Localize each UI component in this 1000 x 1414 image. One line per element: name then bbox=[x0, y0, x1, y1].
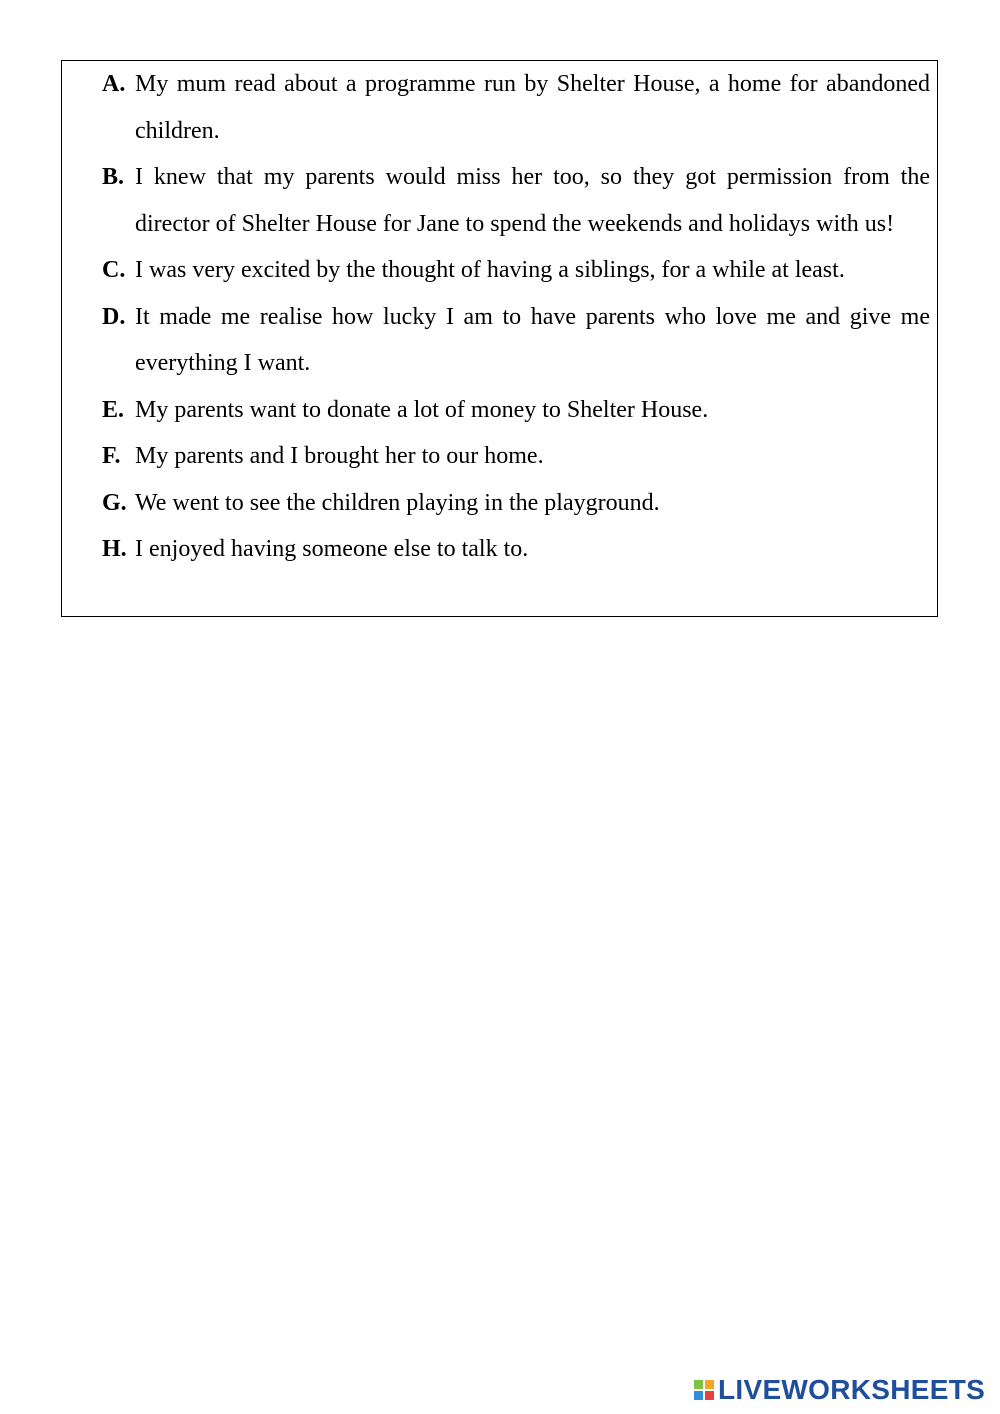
option-text: It made me realise how lucky I am to have parents who love me and give me everything I want. bbox=[135, 303, 930, 376]
logo-tile-green bbox=[694, 1380, 703, 1389]
options-box bbox=[61, 60, 938, 617]
option-letter: H. bbox=[102, 536, 127, 562]
option-letter: D. bbox=[102, 303, 126, 330]
option-b bbox=[102, 154, 930, 247]
logo-text: LIVEWORKSHEETS bbox=[718, 1374, 986, 1405]
liveworksheets-logo bbox=[694, 1374, 985, 1406]
option-h bbox=[102, 526, 930, 573]
option-text: We went to see the children playing in the playground. bbox=[135, 489, 660, 516]
logo-tile-blue bbox=[694, 1391, 703, 1400]
option-letter: E. bbox=[102, 396, 125, 423]
option-text: I was very excited by the thought of having a siblings, for a while at least. bbox=[135, 257, 845, 283]
option-d bbox=[102, 294, 930, 387]
option-letter: F. bbox=[102, 443, 121, 469]
option-a bbox=[102, 61, 930, 154]
option-letter: B. bbox=[102, 164, 125, 190]
logo-tile-red bbox=[705, 1391, 714, 1400]
logo-tile-orange bbox=[705, 1380, 714, 1389]
option-e bbox=[102, 387, 930, 434]
liveworksheets-logo-icon bbox=[694, 1380, 714, 1400]
option-letter: G. bbox=[102, 489, 127, 516]
option-text: I enjoyed having someone else to talk to. bbox=[135, 536, 529, 562]
options-list bbox=[102, 61, 930, 573]
option-text: My mum read about a programme run by Shelter House, a home for abandoned children. bbox=[135, 71, 930, 144]
option-c bbox=[102, 247, 930, 294]
option-letter: C. bbox=[102, 257, 126, 283]
option-g bbox=[102, 480, 930, 527]
option-text: My parents want to donate a lot of money to Shelter House. bbox=[135, 396, 709, 423]
option-text: My parents and I brought her to our home. bbox=[135, 443, 544, 469]
option-f bbox=[102, 433, 930, 480]
option-letter: A. bbox=[102, 71, 126, 97]
option-text: I knew that my parents would miss her too, so they got permission from the director of Shelter House for Jane to spend the weekends and holidays with us! bbox=[135, 164, 930, 237]
